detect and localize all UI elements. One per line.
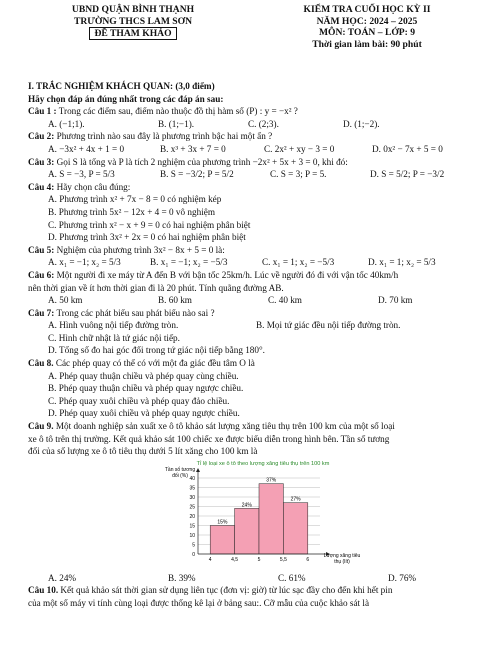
question-text: Các phép quay có thể có với một đa giác đều tâm O là	[55, 358, 255, 369]
question-4	[28, 181, 478, 194]
question-text-cont: đối của số lượng xe ô tô tiêu thụ dưới 5 lít xăng cho 100 km là	[28, 446, 258, 457]
question-text: Nghiệm của phương trình 3x² − 8x + 5 = 0 là:	[56, 244, 225, 255]
question-label: Câu 9.	[28, 421, 54, 432]
question-2	[28, 130, 478, 143]
question-text-cont: nên thời gian về ít hơn thời gian đi là 20 phút. Tính quãng đường AB.	[28, 282, 284, 293]
y-axis-label: Tần số tương	[164, 466, 196, 473]
chart-bar	[283, 503, 307, 554]
x-tick-label: 5,5	[279, 556, 287, 563]
question-text: Hãy chọn câu đúng:	[56, 181, 131, 192]
question-text: Phương trình nào sau đây là phương trình bậc hai một ẩn ?	[56, 131, 273, 142]
y-tick-label: 10	[189, 532, 195, 539]
y-tick-label: 5	[192, 542, 195, 549]
question-label: Câu 7:	[28, 307, 55, 318]
option-b[interactable]: B. x³ + 3x + 7 = 0	[160, 143, 226, 154]
option-d[interactable]: D. S = 5/2; P = −3/2	[370, 169, 445, 180]
option-a[interactable]: A. x₁ = −1; x₂ = 5/3	[48, 257, 121, 268]
option-c[interactable]: C. 2x² + xy − 3 = 0	[264, 143, 335, 154]
chart-title: Tỉ lệ loại xe ô tô theo lượng xăng tiêu thụ trên 100 km	[196, 460, 330, 467]
question-text: Một doanh nghiệp sản xuất xe ô tô khảo sát lượng xăng tiêu thụ trên 100 km của một số loại	[55, 421, 395, 432]
option-b[interactable]: B. (1;−1).	[158, 118, 195, 129]
option-d[interactable]: D. 0x² − 7x + 5 = 0	[372, 143, 443, 154]
question-1	[28, 105, 478, 118]
option-d[interactable]: D. 76%	[388, 572, 417, 583]
y-tick-label: 35	[189, 485, 195, 492]
chart-bar	[259, 484, 283, 554]
option-a[interactable]: A. S = −3, P = 5/3	[48, 169, 115, 180]
question-8	[28, 357, 478, 370]
option-d[interactable]: D. x₁ = 1; x₂ = 5/3	[368, 257, 436, 268]
x-tick-label: 4	[208, 556, 212, 563]
option-c[interactable]: C. Phép quay xuôi chiều và phép quay đảo chiều.	[48, 395, 230, 406]
school-year: NĂM HỌC: 2024 – 2025	[316, 15, 418, 27]
option-a[interactable]: A. 50 km	[48, 295, 83, 306]
option-a[interactable]: A. −3x² + 4x + 1 = 0	[48, 143, 125, 154]
y-tick-label: 25	[189, 504, 195, 511]
option-a[interactable]: A. Hình vuông nội tiếp đường tròn.	[48, 320, 179, 331]
question-label: Câu 6:	[28, 269, 55, 280]
option-a[interactable]: A. 24%	[48, 572, 77, 583]
options-row	[28, 319, 478, 332]
y-tick-label: 15	[189, 523, 195, 530]
bar-value-label: 24%	[241, 502, 252, 509]
x-tick-label: 4,5	[231, 556, 239, 563]
question-label: Câu 4:	[28, 181, 55, 192]
question-label: Câu 3:	[28, 156, 55, 167]
question-5	[28, 244, 478, 257]
option-b[interactable]: B. Phép quay thuận chiều và phép quay ngược chiều.	[48, 383, 244, 394]
question-text: Gọi S là tổng và P là tích 2 nghiệm của phương trình −2x² + 5x + 3 = 0, khi đó:	[56, 156, 348, 167]
school-name: TRƯỜNG THCS LAM SƠN	[73, 15, 193, 27]
question-text: Trong các điểm sau, điểm nào thuộc đồ thị hàm số (P) : y = −x² ?	[58, 106, 298, 117]
options-row	[28, 572, 478, 585]
option-c[interactable]: C. Hình chữ nhật là tứ giác nội tiếp.	[48, 332, 180, 343]
option-a[interactable]: A. Phương trình x² + 7x − 8 = 0 có nghiệm kép	[48, 194, 222, 205]
question-10	[28, 584, 478, 597]
section-title: I. TRẮC NGHIỆM KHÁCH QUAN: (3,0 điểm)	[28, 81, 215, 91]
question-text: Kết quả khảo sát thời gian sử dụng liên tục (đơn vị: giờ) từ lúc sạc đầy cho đến khi hết pin	[60, 585, 393, 596]
bar-value-label: 27%	[290, 496, 301, 503]
option-c[interactable]: C. 40 km	[268, 295, 302, 306]
question-text: Một người đi xe máy từ A đến B với bận tốc 25km/h. Lúc về người đó đi với vận tốc 40km/h	[56, 269, 399, 280]
question-3	[28, 156, 478, 169]
x-axis-label-cont: thụ (lít)	[334, 558, 350, 565]
x-tick-label: 5	[257, 556, 261, 563]
option-c[interactable]: C. x₁ = 1; x₂ = −5/3	[262, 257, 335, 268]
exam-header	[258, 4, 476, 50]
question-7	[28, 307, 478, 320]
option-d[interactable]: D. 70 km	[378, 295, 413, 306]
exam-title: KIỂM TRA CUỐI HỌC KỲ II	[303, 4, 431, 15]
options-row	[28, 143, 478, 156]
section-instruction: Hãy chọn đáp án đúng nhất trong các đáp án sau:	[28, 93, 224, 104]
option-b[interactable]: B. Phương trình 5x² − 12x + 4 = 0 vô nghiệm	[48, 206, 215, 217]
bar-value-label: 37%	[266, 477, 277, 484]
question-label: Câu 8.	[28, 358, 54, 369]
question-label: Câu 5:	[28, 244, 55, 255]
option-b[interactable]: B. S = −3/2; P = 5/2	[160, 169, 234, 180]
chart-bar	[210, 525, 234, 554]
option-c[interactable]: C. Phương trình x² − x + 9 = 0 có hai nghiệm phân biệt	[48, 219, 251, 230]
y-axis-label-cont: đối (%)	[172, 472, 188, 479]
y-axis-arrow	[196, 468, 200, 472]
option-b[interactable]: B. Mọi tứ giác đều nội tiếp đường tròn.	[256, 320, 401, 331]
question-6	[28, 269, 478, 282]
options-row	[28, 118, 478, 131]
school-header	[28, 4, 238, 40]
y-tick-label: 20	[189, 513, 195, 520]
question-label: Câu 10.	[28, 585, 59, 596]
option-d[interactable]: D. Phương trình 3x² + 2x = 0 có hai nghiệm phân biệt	[48, 232, 246, 243]
exam-body	[28, 80, 478, 610]
option-a[interactable]: A. (−1;1).	[48, 118, 85, 129]
y-tick-label: 30	[189, 494, 195, 501]
duration: Thời gian làm bài: 90 phút	[312, 38, 422, 50]
option-b[interactable]: B. x₁ = −1; x₂ = −5/3	[150, 257, 228, 268]
option-d[interactable]: D. Tổng số đo hai góc đối trong tứ giác nội tiếp bằng 180°.	[48, 345, 265, 356]
question-9	[28, 420, 478, 433]
option-d[interactable]: D. Phép quay xuôi chiều và phép quay ngược chiều.	[48, 408, 240, 419]
option-c[interactable]: C. S = 3; P = 5.	[270, 169, 327, 180]
question-label: Câu 2:	[28, 131, 55, 142]
subject: MÔN: TOÁN – LỚP: 9	[318, 27, 416, 38]
question-text: Trong các phát biểu sau phát biểu nào sai ?	[56, 307, 215, 318]
y-tick-label: 40	[189, 475, 195, 482]
option-b[interactable]: B. 39%	[168, 572, 196, 583]
x-axis-label: Lượng xăng tiêu	[323, 552, 361, 559]
question-label: Câu 1 :	[28, 106, 57, 117]
chart-bar	[235, 508, 259, 554]
option-c[interactable]: C. 61%	[278, 572, 306, 583]
options-row	[28, 294, 478, 307]
x-tick-label: 6	[306, 556, 310, 563]
bar-chart-svg	[28, 458, 478, 570]
reference-exam-label: ĐỀ THAM KHẢO	[89, 27, 176, 40]
option-d[interactable]: D. (1;−2).	[343, 118, 380, 129]
option-a[interactable]: A. Phép quay thuận chiều và phép quay cùng chiều.	[48, 370, 239, 381]
fuel-chart	[28, 458, 478, 570]
options-row	[28, 256, 478, 269]
option-c[interactable]: C. (2;3).	[248, 118, 279, 129]
options-row	[28, 168, 478, 181]
bar-value-label: 15%	[217, 519, 228, 526]
option-b[interactable]: B. 60 km	[158, 295, 192, 306]
question-text-cont: xe ô tô trên thị trường. Kết quả khảo sát 100 chiếc xe được biểu diễn trong hình bên. Tần số tương	[28, 433, 390, 444]
question-text-cont: của một số máy vi tính cùng loại được thống kê lại ở bảng sau:. Cỡ mẫu của cuộc khảo sát là	[28, 598, 370, 608]
y-tick-label: 0	[192, 551, 195, 558]
district-name: UBND QUẬN BÌNH THẠNH	[71, 4, 195, 15]
